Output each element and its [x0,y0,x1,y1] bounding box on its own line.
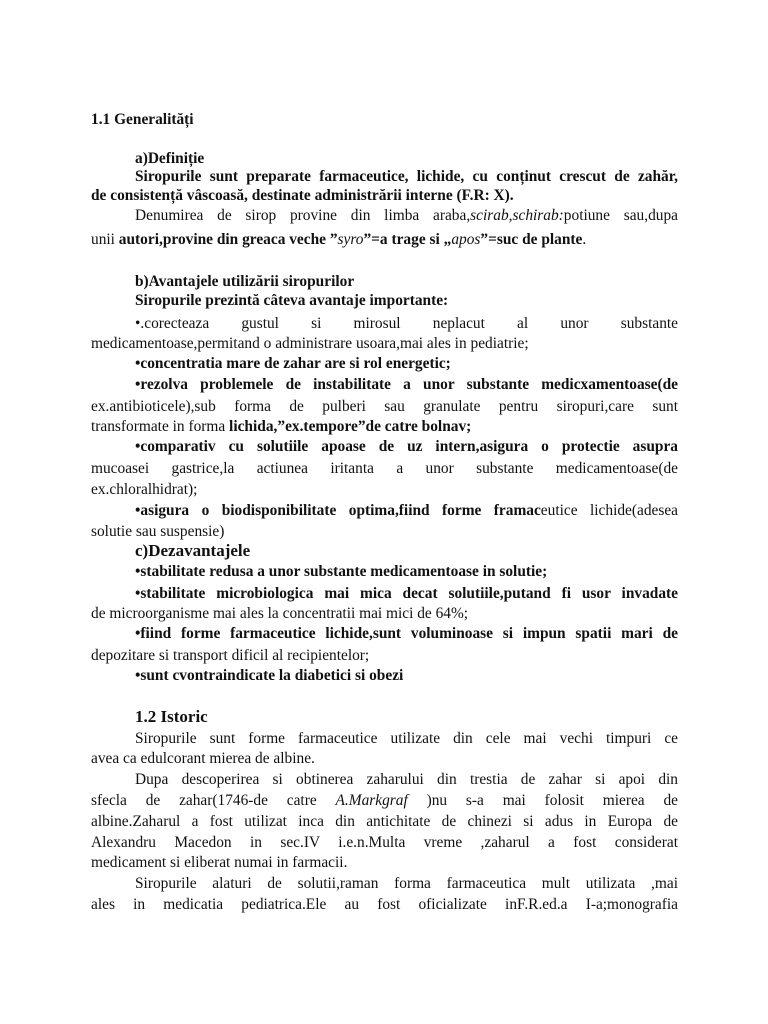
bullet-line: •.corecteaza gustul si mirosul neplacut al unor substante [135,315,678,332]
bullet-line: •comparativ cu solutiile apoase de uz intern,asigura o protectie asupra [135,438,678,455]
paragraph-line: solutie sau suspensie) [91,523,225,540]
text-run: sfecla de zahar(1746-de catre [91,792,336,809]
text-run: •asigura o biodisponibilitate optima,fiind forme framac [135,502,541,519]
paragraph-line: Siropurile alaturi de solutii,raman forma farmaceutica mult utilizata ,mai [135,875,678,892]
text-run: potiune sau,dupa [563,207,679,224]
text-run: ”=suc de plante [480,231,583,248]
paragraph-line [135,207,678,225]
text-run: autori,provine din greaca veche ” [118,231,338,248]
paragraph-line: Siropurile sunt preparate farmaceutice, lichide, cu conținut crescut de zahăr, [135,168,678,185]
paragraph-line: Siropurile sunt forme farmaceutice utilizate din cele mai vechi timpuri ce [135,730,678,747]
text-run: A.Markgraf [335,792,408,809]
section-heading-generalitati: 1.1 Generalități [91,111,194,128]
paragraph-line: ex.chloralhidrat); [91,481,198,498]
paragraph-line: depozitare si transport dificil al recipientelor; [91,647,370,664]
subheading-definitie: a)Definiție [135,150,205,167]
paragraph-line: medicament si eliberat numai in farmacii. [91,854,348,871]
paragraph-line: albine.Zaharul a fost utilizat inca din antichitate de chinezi si adus in Europa de [91,813,678,830]
paragraph-line: medicamentoase,permitand o administrare usoara,mai ales in pediatrie; [91,335,529,352]
bullet-line: •stabilitate redusa a unor substante medicamentoase in solutie; [135,563,548,580]
text-run: syro [337,231,364,248]
text-run: transformate in forma [91,418,230,435]
paragraph-line: Dupa descoperirea si obtinerea zaharului din trestia de zahar si apoi din [135,771,678,788]
paragraph-line: de consistență vâscoasă, destinate administrării interne (F.R: X). [91,187,514,204]
text-run: Denumirea de sirop provine din limba araba, [135,207,471,224]
paragraph-line [91,792,678,810]
paragraph-line: Siropurile prezintă câteva avantaje importante: [135,292,449,309]
subheading-avantaje: b)Avantajele utilizării siropurilor [135,273,355,290]
bullet-line: •sunt cvontraindicate la diabetici si obezi [135,667,404,684]
paragraph-line: ales in medicatia pediatrica.Ele au fost oficializate inF.R.ed.a I-a;monografia [91,896,678,913]
paragraph-line: Alexandru Macedon in sec.IV i.e.n.Multa vreme ,zaharul a fost considerat [91,834,678,851]
text-run: )nu s-a mai folosit mierea de [407,792,678,809]
text-run: eutice lichide(adesea [540,502,678,519]
paragraph-line: avea ca edulcorant mierea de albine. [91,750,315,767]
bullet-line: •stabilitate microbiologica mai mica decat solutiile,putand fi usor invadate [135,585,678,602]
bullet-line [135,502,678,520]
text-run: ”=a trage si „ [363,231,452,248]
paragraph-line: de microorganisme mai ales la concentratii mai mici de 64%; [91,605,469,622]
subheading-dezavantaje: c)Dezavantajele [135,541,251,560]
bullet-line: •concentratia mare de zahar are si rol energetic; [135,355,451,372]
text-run: . [582,231,587,248]
paragraph-line [91,418,678,436]
text-run: unii [91,231,119,248]
bullet-line: •fiind forme farmaceutice lichide,sunt voluminoase si impun spatii mari de [135,625,678,642]
text-run: scirab,schirab: [470,207,564,224]
text-run: apos [451,231,481,248]
text-run: lichida,”ex.tempore”de catre bolnav; [229,418,472,435]
section-heading-istoric: 1.2 Istoric [135,707,208,726]
paragraph-line: ex.antibioticele),sub forma de pulberi sau granulate pentru siropuri,care sunt [91,398,678,415]
paragraph-line [91,231,678,249]
bullet-line: •rezolva problemele de instabilitate a unor substante medicxamentoase(de [135,376,678,393]
paragraph-line: mucoasei gastrice,la actiunea iritanta a unor substante medicamentoase(de [91,460,678,477]
